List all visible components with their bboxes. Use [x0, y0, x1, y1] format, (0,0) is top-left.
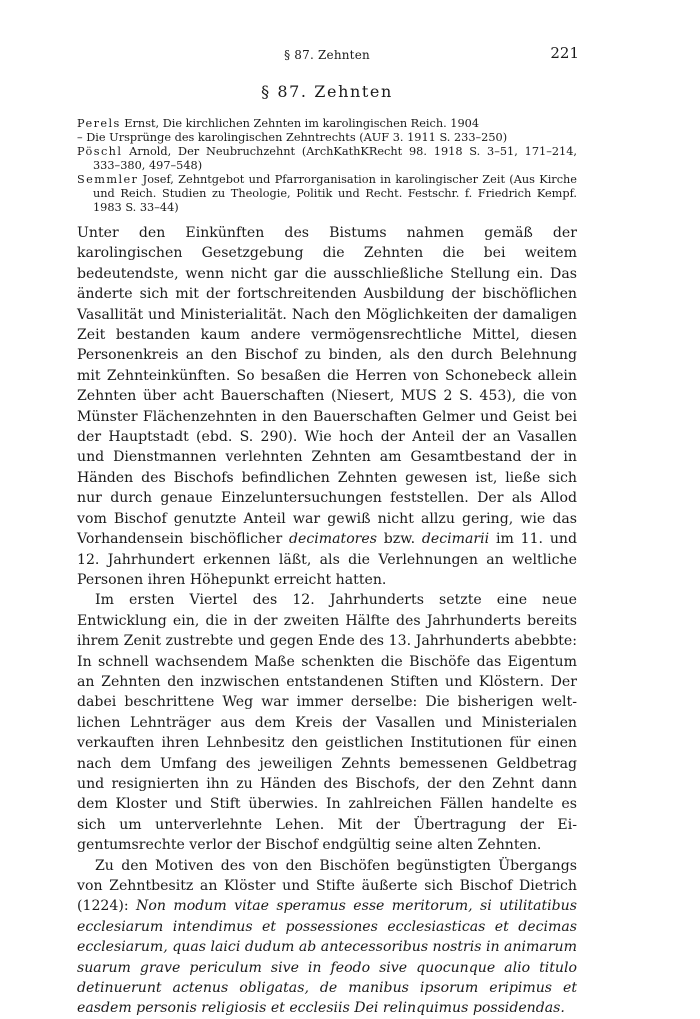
- paragraph-text: Zu den Motiven des von den Bischöfen begünstigten Übergangs von Zehntbesitz an Klöster und Stifte äußerte sich Bischof Dietrich (1224):: [77, 857, 577, 915]
- bibliography-entry: [77, 145, 577, 173]
- paragraph-2: Im ersten Viertel des 12. Jahrhunderts setzte eine neue Entwicklung ein, die in der zweiten Hälfte des Jahrhunderts bereits ihrem Zenit zustrebte und gegen Ende des 13. Jahrhunderts abebbte: In schnell wachsendem Maße schenkten die Bischöfe das Eigentum an Zehnten den inzwischen entstandenen Stiften und Klöstern. Der dabei beschrittene Weg war immer derselbe: Die bisherigen weltlichen Lehnträger aus dem Kreis der Vasallen und Ministerialen verkauften ihren Lehnbesitz den geistlichen Institutionen für einen nach dem Umfang des jeweiligen Zehnts bemessenen Geldbetrag und resignierten ihn zu Händen des Bischofs, der den Zehnt dann dem Kloster und Stift überwies. In zahlreichen Fällen handelte es sich um unterverlehnte Lehen. Mit der Übertragung der Eigentumsrechte verlor der Bischof endgültig seine alten Zehnten.: [77, 592, 577, 854]
- bibliography-text: Josef, Zehntgebot und Pfarrorganisation in karolingischer Zeit (Aus Kirche und Reich. Studien zu Theologie, Politik und Recht. Festschr. f. Friedrich Kempf. 1983 S. 33–44): [93, 173, 577, 214]
- bibliography-text: Arnold, Der Neubruchzehnt (ArchKathKRecht 98. 1918 S. 3–51, 171–214, 333–380, 497–548): [93, 145, 577, 172]
- paragraph-text: bzw.: [377, 531, 422, 548]
- running-head-title: § 87. Zehnten: [284, 48, 370, 62]
- bibliography-author: Pöschl: [77, 145, 123, 158]
- paragraph-text: Unter den Einkünften des Bistums nahmen gemäß der karolingischen Gesetzgebung die Zehnten die bei weitem bedeutendste, wenn nicht gar die ausschließliche Stellung ein. Das änderte sich mit der fortschreitenden Ausbildung der bischöflichen Vasallität und Ministerialität. Nach den Möglichkeiten der damaligen Zeit bestanden kaum andere vermögensrechtliche Mittel, diesen Personenkreis an den Bischof zu binden, als den durch Belehnung mit Zehnteinkünften. So besaßen die Herren von Schonebeck allein Zehnten über acht Bauerschaften (Niesert, MUS 2 S. 453), die von Münster Flächenzehnten in den Bauerschaften Gelmer und Geist bei der Hauptstadt (ebd. S. 290). Wie hoch der Anteil der an Vasallen und Dienstmannen verlehnten Zehnten am Gesamtbestand der in Händen des Bischofs befindlichen Zehnten gewesen ist, ließe sich nur durch genaue Einzeluntersuchungen feststellen. Der als Allod vom Bischof genutzte Anteil war gewiß nicht allzu gering, wie das Vorhandensein bischöflicher: [77, 225, 577, 548]
- paragraph-1: [77, 223, 577, 590]
- paragraph-3: [77, 856, 577, 1019]
- section-title: § 87. Zehnten: [261, 82, 393, 101]
- running-head: [77, 44, 577, 68]
- italic-term: decimatores: [289, 531, 377, 548]
- bibliography-text: Ernst, Die kirchlichen Zehnten im karolingischen Reich. 1904: [120, 117, 480, 130]
- bibliography-list: [77, 117, 577, 215]
- bibliography-entry: [77, 131, 577, 145]
- bibliography-entry: [77, 173, 577, 215]
- latin-quotation: Non modum vitae speramus esse meritorum, si utilitatibus ecclesiarum intendimus et possessiones ecclesiasticas et decimas ecclesiarum, quas laici dudum ab antecessoribus nostris in animarum suarum grave periculum sive in feodo sive quocunque alio titulo detinuerunt actenus obligatas, de manibus ipsorum eripimus et easdem personis religiosis et ecclesiis Dei relinquimus possidendas.: [77, 898, 577, 1017]
- paragraph-text: im 11. und 12. Jahrhundert erkennen läßt, als die Verlehnungen an weltliche Personen ihren Höhepunkt erreicht hatten.: [77, 531, 577, 588]
- italic-term: decimarii: [421, 531, 490, 548]
- bibliography-author: Semmler: [77, 173, 139, 186]
- bibliography-entry: [77, 117, 577, 131]
- body-text: [77, 223, 577, 1019]
- bibliography-text: – Die Ursprünge des karolingischen Zehntrechts (AUF 3. 1911 S. 233–250): [77, 131, 508, 144]
- book-page: [77, 44, 577, 1019]
- page-number: 221: [550, 44, 579, 62]
- bibliography-author: Perels: [77, 117, 121, 130]
